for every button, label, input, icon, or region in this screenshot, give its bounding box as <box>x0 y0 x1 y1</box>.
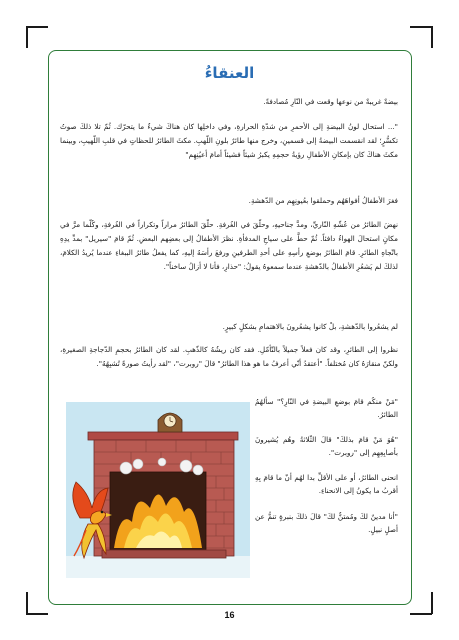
paragraph-intro: بيضةٌ غريبةٌ من نوعها وقعت في النّارِ مُصادفةً. <box>263 97 398 106</box>
side-paragraph-bow: انحنى الطائرُ، أو على الأقلِّ بدا لهُم أنّ ما قامَ بِهِ أقربُ ما يكونُ إلى الانحناءِ. <box>255 473 398 495</box>
fireplace-phoenix-illustration <box>66 390 250 578</box>
side-paragraph-question: "مَنْ منكُم قامَ بوضعِ البيضةِ في النّارِ؟" سألهُمُ الطائرُ. <box>255 397 398 419</box>
paragraph-interest: لم يشعُروا بالدّهشةِ، بلْ كانوا يشعُرونَ بالاهتمامِ بشكلٍ كبيرٍ. <box>222 322 398 331</box>
side-paragraph-gratitude: "أنا مدينٌ لكَ ومُمتنٌّ لكَ" قالَ ذلكَ بنبرةٍ تنمُّ عن أصلٍ نبيلٍ. <box>255 512 398 534</box>
side-paragraph-pointing: "هُوَ مَنْ قامَ بذلكَ" قالَ الثّلاثةُ وهُم يُشيرونَ بأصابِعِهِم إلى "روبرت". <box>255 435 398 457</box>
page-number: 16 <box>224 610 235 620</box>
paragraph-egg-hatching: "... استحال لونُ البيضةِ إلى الأحمرِ من شدّةِ الحرارةِ، وفي داخلِها كان هناكَ شيءٌ ما يتحرّك. ثُمّ تلا ذلكَ صوتُ تكسُّرٍ؛ لقد انقسمت البيضةُ إلى قسمينِ، وخرج منها طائرٌ بلونِ اللّهبِ. مكثَ الطائرُ للحظاتٍ في قلبِ اللّهيبِ، وبينما مكثَ هناكَ كان بإمكانِ الأطفالِ رؤيةُ حجمِهِ يكبرُ شيئاً فشيئاً أمامَ أعيُنِهِم" <box>60 122 398 159</box>
paragraph-bird-description: نظروا إلى الطائرِ، وقد كان فعلاً جميلاً بالتّأمّلِ. فقد كان ريشُهُ كالذّهبِ. لقد كان الطائرُ بحجمِ الدّجاجةِ الصغيرةِ، ولكنّ منقارَهُ كان مُختلفاً. "أعتقدُ أنّي أعرفُ ما هو هذا الطائرُ" قالَ "روبرت"، "لقد رأيتُ صورةً تُشبِهُهُ". <box>60 345 398 368</box>
paragraph-children-amazed: فغرَ الأطفالُ أفواهَهُم وحملقوا بعُيونِهِم من الدّهشةِ. <box>248 196 398 205</box>
paragraph-bird-flight: نهضَ الطائرُ من عُشّهِ النّاريِّ، ومدَّ جناحيهِ، وحلّقَ في الغُرفةِ. حلّقَ الطائرُ مراراً وتكراراً في الغُرفةِ، وكُلّما مرَّ في مكانٍ استحالَ الهواءُ دافئاً. ثُمّ حطَّ على سياجِ المدفأةِ. نظرَ الأطفالُ إلى بعضِهم البعضِ. ثُمّ قامَ "سيريل" بمدِّ يدِهِ باتّجاهِ الطائرِ. قامَ الطائرُ بوضعِ رأسِهِ على أحدِ الطرفينِ ورفعَ رأسَهُ إليهِ، كما يفعلُ طائرُ الببغاءِ عندما يُريدُ الكلامَ، لذلكَ لم يَشعُرِ الأطفالُ بالدّهشةِ عندما سمعوهُ يقولُ: "حذارِ، فأنا لا أزالُ ساخناً". <box>60 220 398 271</box>
page-title: العنقاءُ <box>204 64 255 82</box>
